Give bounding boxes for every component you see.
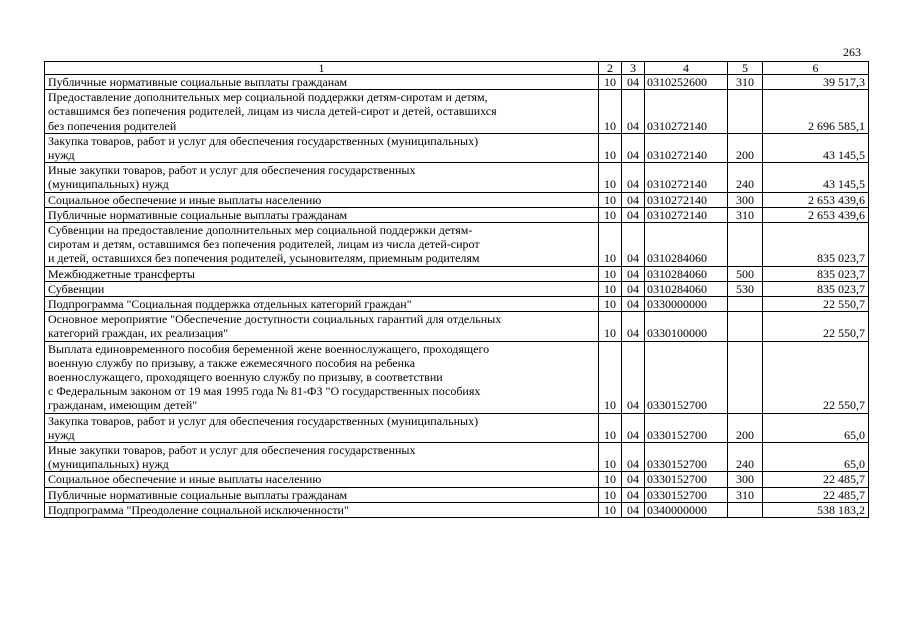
subsection-code-cell: 04 — [622, 192, 645, 207]
row-name-cell: Основное мероприятие "Обеспечение доступности социальных гарантий для отдельных категорий граждан, их реализация" — [45, 312, 599, 341]
table-row — [45, 223, 869, 267]
row-name-cell: Социальное обеспечение и иные выплаты населению — [45, 472, 599, 487]
target-item-code-cell: 0310284060 — [645, 266, 728, 281]
expense-type-code-cell — [728, 297, 763, 312]
section-code-cell: 10 — [599, 192, 622, 207]
subsection-code-cell: 04 — [622, 266, 645, 281]
target-item-code-cell: 0310272140 — [645, 192, 728, 207]
section-code-cell: 10 — [599, 472, 622, 487]
section-code-cell: 10 — [599, 312, 622, 341]
expense-type-code-cell: 310 — [728, 75, 763, 90]
section-code-cell: 10 — [599, 487, 622, 502]
subsection-code-cell: 04 — [622, 312, 645, 341]
section-code-cell: 10 — [599, 133, 622, 162]
amount-cell: 538 183,2 — [763, 502, 869, 517]
section-code-cell: 10 — [599, 341, 622, 413]
amount-cell: 2 653 439,6 — [763, 207, 869, 222]
row-name-cell: Закупка товаров, работ и услуг для обеспечения государственных (муниципальных) нужд — [45, 413, 599, 442]
expense-type-code-cell: 310 — [728, 487, 763, 502]
target-item-code-cell: 0330152700 — [645, 487, 728, 502]
table-row — [45, 90, 869, 134]
expense-type-code-cell — [728, 312, 763, 341]
row-name-cell: Межбюджетные трансферты — [45, 266, 599, 281]
expense-type-code-cell — [728, 502, 763, 517]
column-header: 1 — [45, 62, 599, 75]
table-row — [45, 297, 869, 312]
page-number: 263 — [843, 45, 861, 59]
amount-cell: 2 696 585,1 — [763, 90, 869, 134]
row-name-cell: Публичные нормативные социальные выплаты гражданам — [45, 487, 599, 502]
expense-type-code-cell — [728, 90, 763, 134]
amount-cell: 39 517,3 — [763, 75, 869, 90]
section-code-cell: 10 — [599, 266, 622, 281]
amount-cell: 65,0 — [763, 413, 869, 442]
table-row — [45, 341, 869, 413]
amount-cell: 835 023,7 — [763, 266, 869, 281]
amount-cell: 22 485,7 — [763, 472, 869, 487]
section-code-cell: 10 — [599, 297, 622, 312]
section-code-cell: 10 — [599, 207, 622, 222]
subsection-code-cell: 04 — [622, 133, 645, 162]
section-code-cell: 10 — [599, 90, 622, 134]
target-item-code-cell: 0310284060 — [645, 281, 728, 296]
column-header: 4 — [645, 62, 728, 75]
row-name-cell: Субвенции на предоставление дополнительных мер социальной поддержки детям- сиротам и детям, оставшимся без попечения родителей, лицам из числа детей-сирот и детей, оставшихся без попечения родителей, усыновителям, приемным родителям — [45, 223, 599, 267]
row-name-cell: Социальное обеспечение и иные выплаты населению — [45, 192, 599, 207]
section-code-cell: 10 — [599, 502, 622, 517]
target-item-code-cell: 0330152700 — [645, 341, 728, 413]
table-row — [45, 133, 869, 162]
expense-type-code-cell — [728, 341, 763, 413]
row-name-cell: Субвенции — [45, 281, 599, 296]
table-row — [45, 281, 869, 296]
table-row — [45, 413, 869, 442]
amount-cell: 835 023,7 — [763, 223, 869, 267]
subsection-code-cell: 04 — [622, 297, 645, 312]
table-header-row — [45, 62, 869, 75]
section-code-cell: 10 — [599, 443, 622, 472]
section-code-cell: 10 — [599, 281, 622, 296]
amount-cell: 43 145,5 — [763, 163, 869, 192]
amount-cell: 835 023,7 — [763, 281, 869, 296]
column-header: 6 — [763, 62, 869, 75]
section-code-cell: 10 — [599, 163, 622, 192]
table-row — [45, 266, 869, 281]
table-row — [45, 207, 869, 222]
expense-type-code-cell — [728, 223, 763, 267]
section-code-cell: 10 — [599, 223, 622, 267]
row-name-cell: Подпрограмма "Социальная поддержка отдельных категорий граждан" — [45, 297, 599, 312]
column-header: 5 — [728, 62, 763, 75]
row-name-cell: Иные закупки товаров, работ и услуг для обеспечения государственных (муниципальных) нужд — [45, 163, 599, 192]
amount-cell: 65,0 — [763, 443, 869, 472]
subsection-code-cell: 04 — [622, 207, 645, 222]
subsection-code-cell: 04 — [622, 223, 645, 267]
row-name-cell: Выплата единовременного пособия беременной жене военнослужащего, проходящего военную службу по призыву, а также ежемесячного пособия на ребенка военнослужащего, проходящего военную службу по призыву, в соответствии с Федеральным законом от 19 мая 1995 года № 81-ФЗ "О государственных пособиях гражданам, имеющим детей" — [45, 341, 599, 413]
row-name-cell: Закупка товаров, работ и услуг для обеспечения государственных (муниципальных) нужд — [45, 133, 599, 162]
expense-type-code-cell: 200 — [728, 133, 763, 162]
row-name-cell: Публичные нормативные социальные выплаты гражданам — [45, 207, 599, 222]
table-row — [45, 502, 869, 517]
expense-type-code-cell: 200 — [728, 413, 763, 442]
target-item-code-cell: 0310252600 — [645, 75, 728, 90]
amount-cell: 22 485,7 — [763, 487, 869, 502]
column-header: 2 — [599, 62, 622, 75]
target-item-code-cell: 0330152700 — [645, 472, 728, 487]
table-row — [45, 163, 869, 192]
target-item-code-cell: 0340000000 — [645, 502, 728, 517]
subsection-code-cell: 04 — [622, 443, 645, 472]
subsection-code-cell: 04 — [622, 487, 645, 502]
expense-type-code-cell: 530 — [728, 281, 763, 296]
expense-type-code-cell: 240 — [728, 443, 763, 472]
amount-cell: 22 550,7 — [763, 341, 869, 413]
target-item-code-cell: 0310284060 — [645, 223, 728, 267]
target-item-code-cell: 0330152700 — [645, 443, 728, 472]
subsection-code-cell: 04 — [622, 281, 645, 296]
table-row — [45, 312, 869, 341]
amount-cell: 2 653 439,6 — [763, 192, 869, 207]
expense-type-code-cell: 500 — [728, 266, 763, 281]
expense-type-code-cell: 240 — [728, 163, 763, 192]
subsection-code-cell: 04 — [622, 163, 645, 192]
target-item-code-cell: 0330100000 — [645, 312, 728, 341]
subsection-code-cell: 04 — [622, 90, 645, 134]
row-name-cell: Подпрограмма "Преодоление социальной исключенности" — [45, 502, 599, 517]
column-header: 3 — [622, 62, 645, 75]
target-item-code-cell: 0330000000 — [645, 297, 728, 312]
target-item-code-cell: 0310272140 — [645, 207, 728, 222]
subsection-code-cell: 04 — [622, 502, 645, 517]
target-item-code-cell: 0310272140 — [645, 163, 728, 192]
table-body — [45, 75, 869, 518]
row-name-cell: Публичные нормативные социальные выплаты гражданам — [45, 75, 599, 90]
table-row — [45, 472, 869, 487]
target-item-code-cell: 0310272140 — [645, 133, 728, 162]
target-item-code-cell: 0310272140 — [645, 90, 728, 134]
amount-cell: 43 145,5 — [763, 133, 869, 162]
subsection-code-cell: 04 — [622, 75, 645, 90]
subsection-code-cell: 04 — [622, 413, 645, 442]
expense-type-code-cell: 300 — [728, 472, 763, 487]
section-code-cell: 10 — [599, 413, 622, 442]
expense-type-code-cell: 310 — [728, 207, 763, 222]
target-item-code-cell: 0330152700 — [645, 413, 728, 442]
row-name-cell: Предоставление дополнительных мер социальной поддержки детям-сиротам и детям, оставшимся без попечения родителей, лицам из числа детей-сирот и детей, оставшихся без попечения родителей — [45, 90, 599, 134]
table-row — [45, 443, 869, 472]
budget-table — [44, 61, 869, 518]
table-row — [45, 487, 869, 502]
amount-cell: 22 550,7 — [763, 297, 869, 312]
amount-cell: 22 550,7 — [763, 312, 869, 341]
table-row — [45, 192, 869, 207]
section-code-cell: 10 — [599, 75, 622, 90]
table-row — [45, 75, 869, 90]
subsection-code-cell: 04 — [622, 341, 645, 413]
expense-type-code-cell: 300 — [728, 192, 763, 207]
subsection-code-cell: 04 — [622, 472, 645, 487]
row-name-cell: Иные закупки товаров, работ и услуг для обеспечения государственных (муниципальных) нужд — [45, 443, 599, 472]
